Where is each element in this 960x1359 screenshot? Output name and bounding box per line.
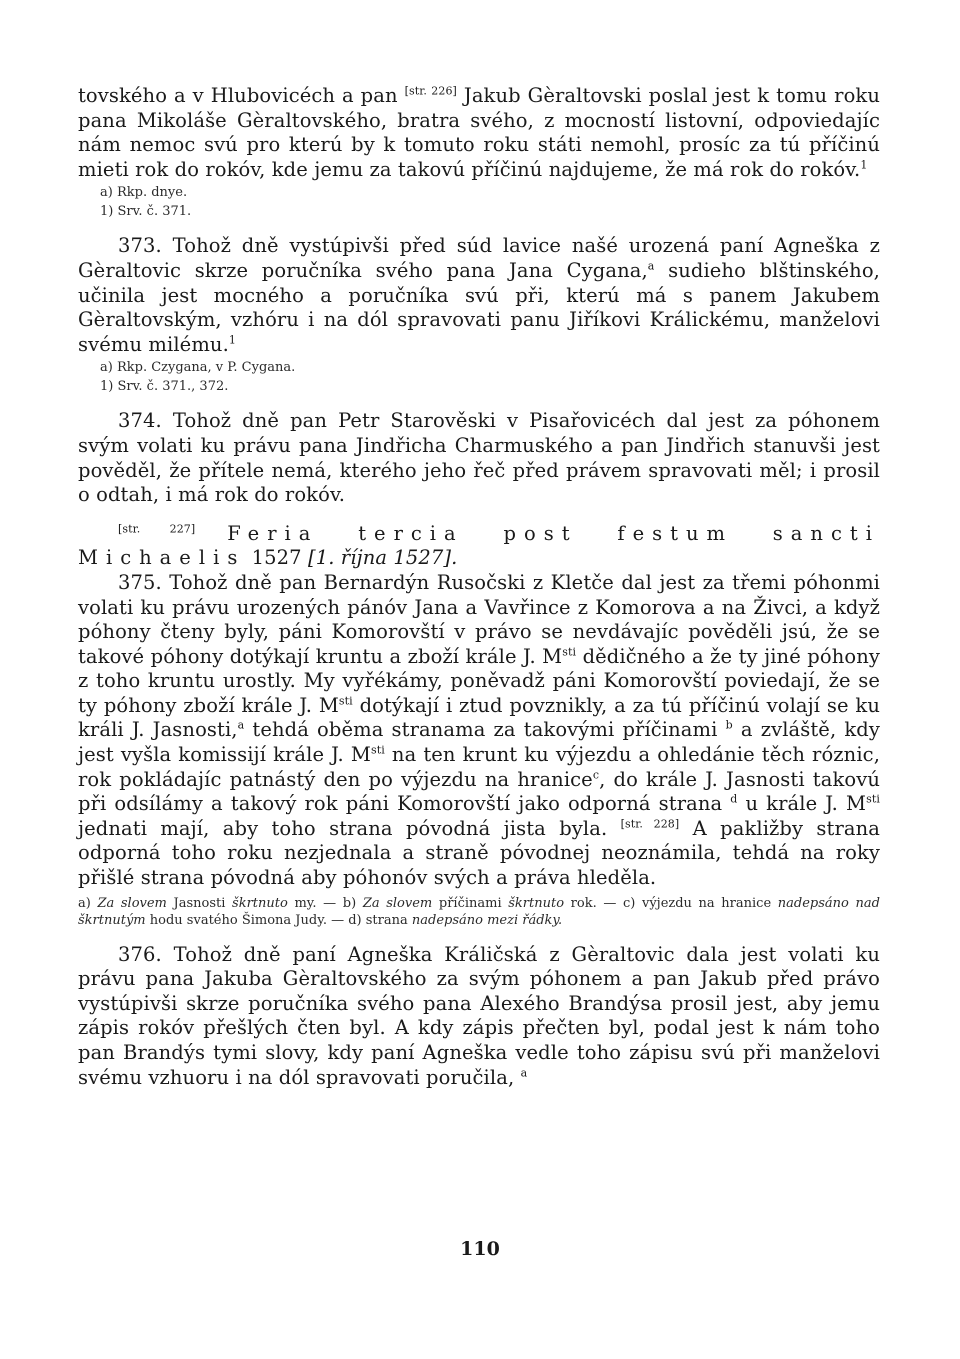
entry-375 bbox=[78, 571, 880, 891]
entry-373 bbox=[78, 234, 880, 357]
superscript: sti bbox=[866, 792, 880, 806]
text-span: Jakub Gèraltovski poslal jest k tomu roku pana Mikoláše Gèraltovského, bratra svého, z mocností listovní, odpoviedajíc nám nemoc svú pro kterú by k tomuto roku státi nemohl, prosíc za tú příčinú mieti rok do rokóv, kde jemu za takovú příčinú najdujeme, že má rok do rokóv. bbox=[78, 84, 880, 181]
text-span: Tohož dně pan Bernardýn Rusočski z Kletče dal jest za třemi póhonmi volati ku právu urozených pánóv Jana a Vavřince z Komorova a na Živci, a když póhony čteny byly, páni Komorovští v právo se nevdávajíc pověděli jsú, že se takové póhony dotýkají kruntu a zboží krále J. M bbox=[78, 570, 880, 668]
text-span: Tohož dně paní Agneška Králičská z Gèraltovic dala jest volati ku právu pana Jakuba Gèraltovského za svým póhonem a pan Jakub před právo vystúpivši skrze poručníka svého pana Alexého Brandýsa prosil jest, aby jemu zápis rokóv přešlých čten byl. A kdy zápis přečten byl, podal jest k nám toho pan Brandýs tymi slovy, kdy paní Agneška vedle toho zápisu svú při manželovi svému vzhuoru i na dól spravovati poručila, bbox=[78, 942, 880, 1089]
text-span: , do krále J. Jasnosti takovú při odsílámy a takový rok páni Komorovští jako odporná strana bbox=[78, 767, 880, 816]
footnote-ref: a bbox=[520, 1066, 528, 1080]
footnote-ref: 1 bbox=[228, 333, 236, 347]
footnote: 1) Srv. č. 371. bbox=[100, 204, 192, 220]
fn-text: výjezdu na hranice bbox=[641, 895, 772, 911]
text-span: jednati mají, aby toho strana póvodná jista byla. bbox=[78, 816, 608, 840]
page-marker: [str. 226] bbox=[404, 84, 457, 98]
page-marker: [str. 228] bbox=[620, 817, 680, 831]
fn-mark: — d) bbox=[331, 912, 362, 928]
superscript: sti bbox=[338, 694, 353, 708]
entry-374 bbox=[78, 409, 880, 507]
text-span: a zvláště, kdy jest vyšla komissijí krále J. M bbox=[78, 718, 880, 767]
fn-mark: a) bbox=[78, 895, 91, 911]
text-span: na ten krunt ku výjezdu a ohledánie těch róznic, rok pokládajíc patnástý den po výjezdu na hranice bbox=[78, 743, 880, 791]
footnote-ref: a bbox=[647, 259, 655, 273]
entry-number: 376. bbox=[118, 942, 162, 966]
fn-text: rok. bbox=[570, 895, 597, 911]
fn-italic: nadepsáno mezi řádky. bbox=[411, 912, 563, 928]
document-page bbox=[78, 84, 880, 1090]
text-span: dědičného a že ty jiné póhony z toho kruntu urostly. My vyřékámy, poněvadž páni Komorovští poviedají, že se ty póhony zboží krále J. M bbox=[78, 644, 880, 717]
fn-italic: Za slovem bbox=[97, 895, 167, 911]
footnote-ref: c bbox=[592, 768, 600, 782]
text-span: dotýkají i ztud povznikly, a za tú příčinú volají se ku králi J. Jasnosti, bbox=[78, 693, 880, 742]
fn-text: strana bbox=[365, 912, 408, 928]
footnote-ref: b bbox=[725, 718, 733, 732]
fn-mark: — c) bbox=[603, 895, 636, 911]
text-span: Tohož dně pan Petr Starověski v Pisařovicéch dal jest za póhonem svým volati ku právu pana Jindřicha Charmuského a pan Jindřich stanuvši jest pověděl, že přítele nemá, kterého jeho řeč před právem spravovati měl; i prosil o odtah, i má rok do rokóv. bbox=[78, 409, 880, 507]
footnotes-375 bbox=[78, 895, 880, 929]
footnote-ref: a bbox=[237, 718, 245, 732]
text-span: Tohož dně vystúpivši před súd lavice našé urozená paní Agneška z Gèraltovic skrze poručníka svého pana Jana Cygana, bbox=[78, 234, 880, 282]
fn-mark: — b) bbox=[323, 895, 357, 911]
text-span: u krále J. M bbox=[745, 792, 867, 816]
heading-latin: Feria tercia post festum sancti Michaelis bbox=[78, 521, 880, 570]
superscript: sti bbox=[562, 645, 577, 659]
fn-italic: škrtnuto bbox=[232, 895, 288, 911]
entry-number: 374. bbox=[118, 409, 162, 433]
entry-number: 373. bbox=[118, 234, 162, 258]
superscript: sti bbox=[370, 743, 385, 757]
entry-376 bbox=[78, 943, 880, 1091]
heading-date: [1. října 1527]. bbox=[308, 546, 458, 570]
fn-italic: škrtnuto bbox=[508, 895, 565, 911]
fn-text: my. bbox=[294, 895, 317, 911]
fn-text: Jasnosti bbox=[173, 895, 226, 911]
footnote: 1) Srv. č. 371., 372. bbox=[100, 379, 229, 395]
fn-italic: Za slovem bbox=[362, 895, 433, 911]
text-span: tehdá oběma stranama za takovými příčinami bbox=[252, 718, 718, 742]
footnote: a) Rkp. dnye. bbox=[100, 185, 188, 201]
footnote: a) Rkp. Czygana, v P. Cygana. bbox=[100, 360, 296, 376]
footnote-ref: d bbox=[730, 792, 738, 806]
heading-year: 1527 bbox=[251, 546, 302, 570]
fn-text: hodu svatého Šimona Judy. bbox=[149, 912, 327, 928]
fn-italic: nadepsáno nad škrtnutým bbox=[78, 895, 880, 928]
text-span: tovského a v Hlubovicéch a pan bbox=[78, 84, 398, 107]
text-span: sudieho blštinského, učinila jest mocného a poručníka svú při, kterú má s panem Jakubem Gèraltovským, vzhóru i na dól spravovati panu Jiříkovi Králickému, manželovi svému milému. bbox=[78, 258, 880, 356]
page-marker: [str. 227] bbox=[118, 522, 196, 536]
paragraph-intro bbox=[78, 84, 880, 182]
footnote-ref: 1 bbox=[860, 158, 868, 172]
fn-text: příčinami bbox=[438, 895, 502, 911]
text-span: A pakližby strana odporná toho roku nezjednala a straně póvodnej neoznámila, tehdá na roky přišlé strana póvodná aby póhonóv svých a práva hleděla. bbox=[78, 816, 880, 890]
date-heading bbox=[78, 522, 880, 571]
page-number: 110 bbox=[460, 1238, 500, 1260]
entry-number: 375. bbox=[118, 570, 162, 594]
